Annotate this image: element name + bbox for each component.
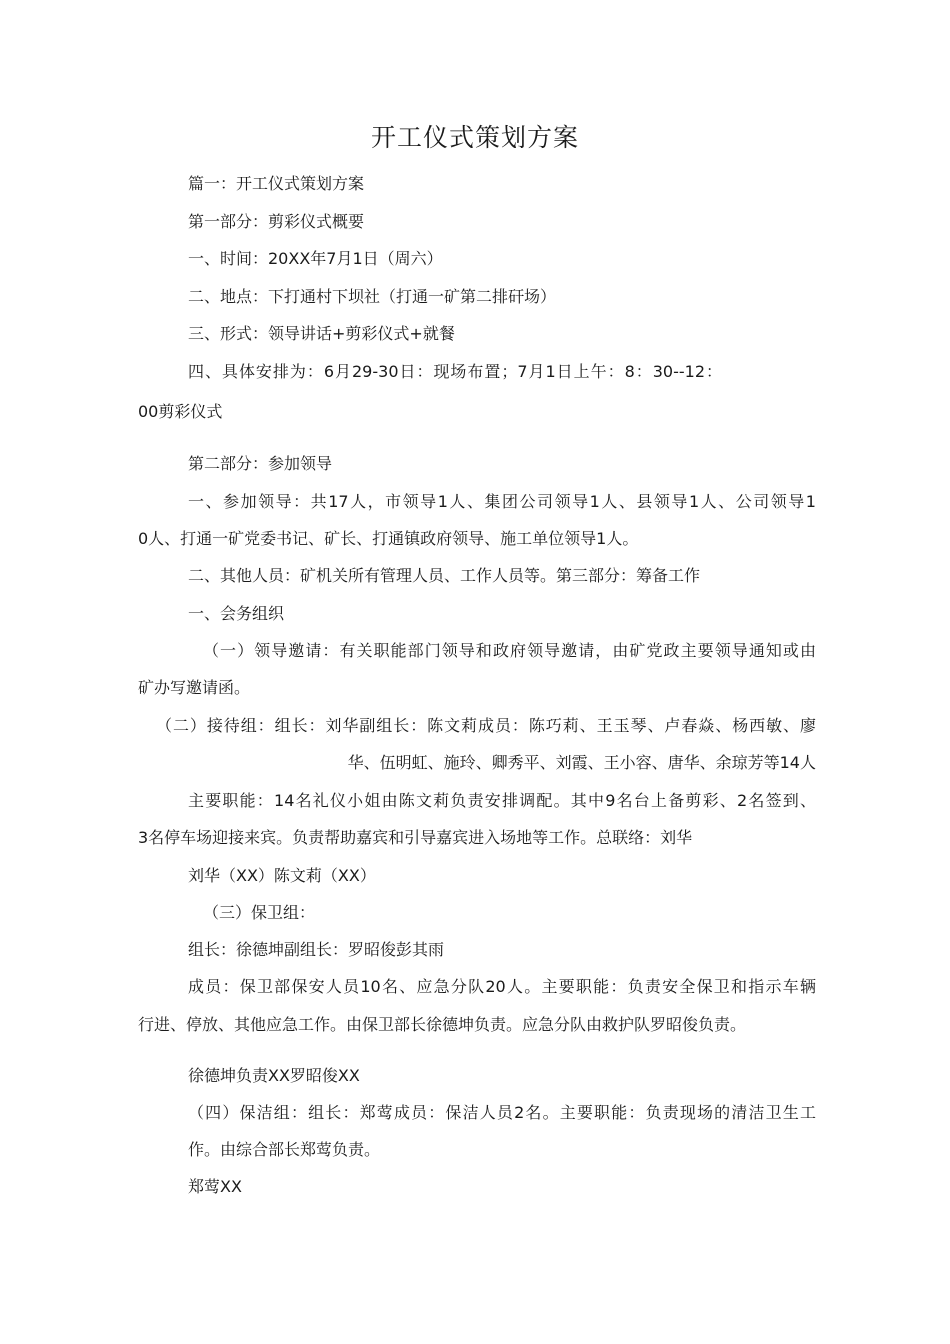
line-security-members-cont: 行进、停放、其他应急工作。由保卫部长徐德坤负责。应急分队由救护队罗昭俊负责。 [138,1015,747,1034]
line-invitation: （一）领导邀请：有关职能部门领导和政府领导邀请，由矿党政主要领导通知或由 [203,641,816,660]
line-part-two-heading: 第二部分：参加领导 [188,454,333,473]
line-meeting-org: 一、会务组织 [188,604,285,623]
line-chapter-heading: 篇一：开工仪式策划方案 [188,174,365,193]
line-time: 一、时间：20XX年7月1日（周六） [188,249,443,268]
document-title: 开工仪式策划方案 [370,123,579,152]
line-cleaning-cont: 作。由综合部长郑莺负责。 [188,1140,381,1159]
line-reception-duty-cont: 3名停车场迎接来宾。负责帮助嘉宾和引导嘉宾进入场地等工作。总联络：刘华 [138,828,693,847]
line-format: 三、形式：领导讲话+剪彩仪式+就餐 [188,324,455,343]
line-other-staff: 二、其他人员：矿机关所有管理人员、工作人员等。第三部分：筹备工作 [188,566,701,585]
line-security-contacts: 徐德坤负责XX罗昭俊XX [188,1066,360,1085]
line-reception-contacts: 刘华（XX）陈文莉（XX） [188,866,376,885]
line-security-members: 成员：保卫部保安人员10名、应急分队20人。主要职能：负责安全保卫和指示车辆 [188,977,816,996]
line-schedule: 四、具体安排为：6月29-30日：现场布置；7月1日上午：8：30--12： [188,362,722,381]
line-reception: （二）接待组：组长：刘华副组长：陈文莉成员：陈巧莉、王玉琴、卢春焱、杨西敏、廖 [156,716,816,735]
line-security-leaders: 组长：徐德坤副组长：罗昭俊彭其雨 [188,940,445,959]
line-schedule-cont: 00剪彩仪式 [138,402,223,421]
line-invitation-cont: 矿办写邀请函。 [138,678,251,697]
line-leaders-cont: 0人、打通一矿党委书记、矿长、打通镇政府领导、施工单位领导1人。 [138,529,639,548]
line-reception-cont: 华、伍明虹、施玲、卿秀平、刘霞、王小容、唐华、余琼芳等14人 [347,753,816,772]
line-cleaning: （四）保洁组：组长：郑莺成员：保洁人员2名。主要职能：负责现场的清洁卫生工 [188,1103,816,1122]
line-cleaning-contact: 郑莺XX [188,1177,242,1196]
line-leaders: 一、参加领导：共17人，市领导1人、集团公司领导1人、县领导1人、公司领导1 [188,492,816,511]
line-security-heading: （三）保卫组： [203,903,316,922]
line-location: 二、地点：下打通村下坝社（打通一矿第二排矸场） [188,287,557,306]
line-reception-duty: 主要职能：14名礼仪小姐由陈文莉负责安排调配。其中9名台上备剪彩、2名签到、 [188,791,816,810]
line-part-one-heading: 第一部分：剪彩仪式概要 [188,212,365,231]
